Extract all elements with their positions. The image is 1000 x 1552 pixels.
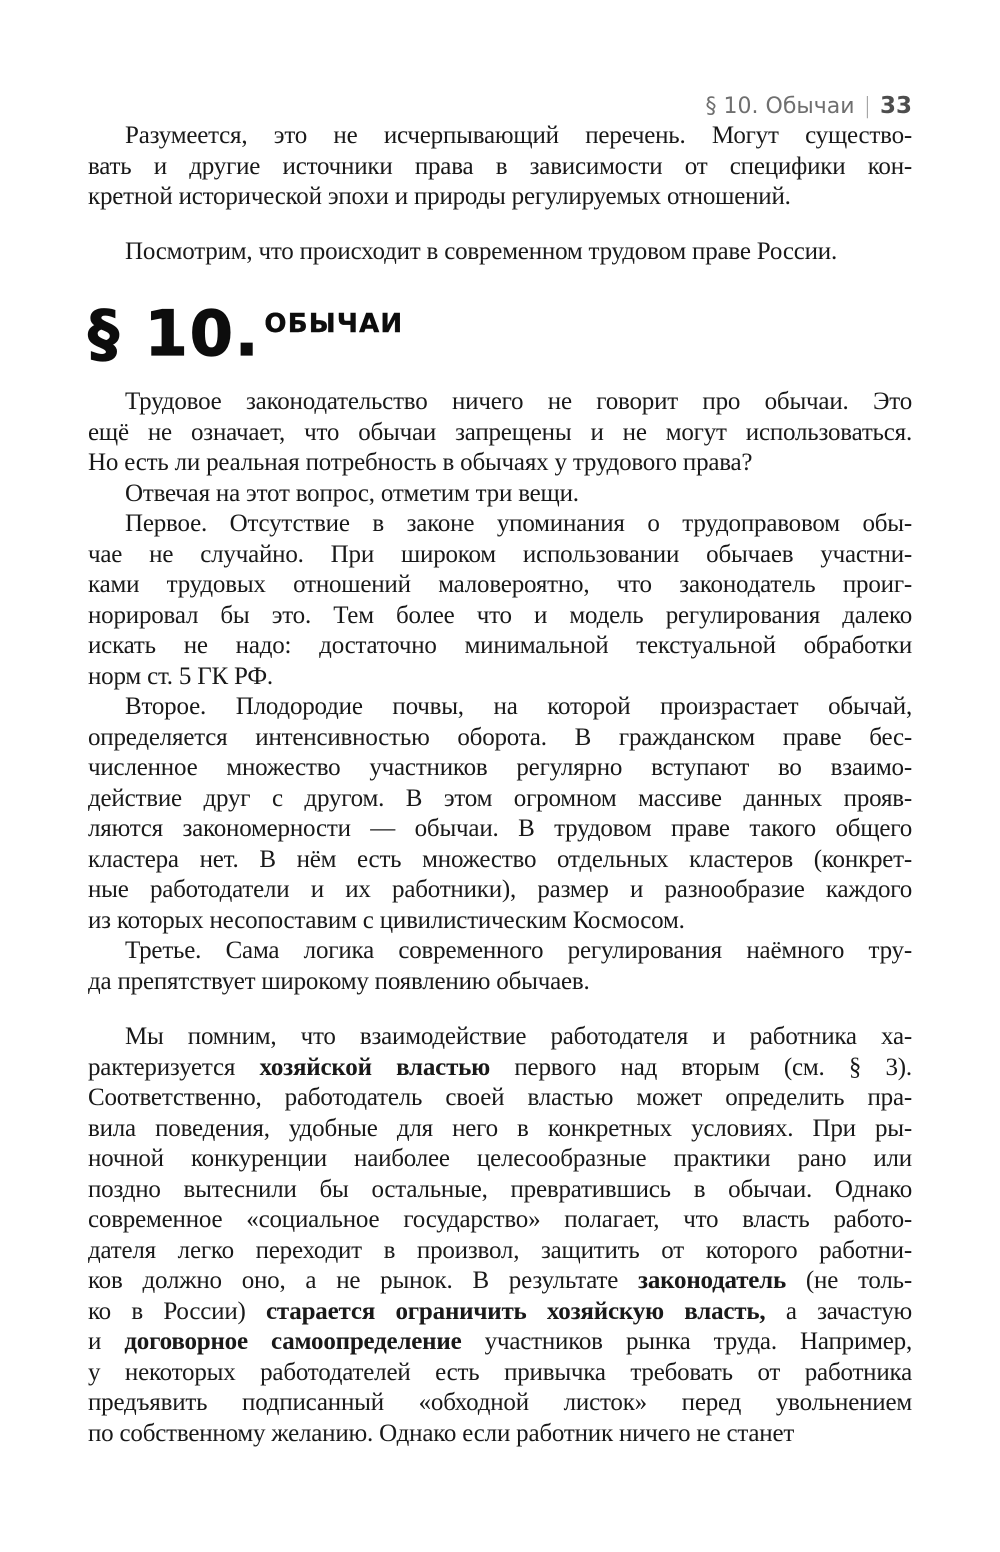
paragraph-p1 bbox=[88, 121, 912, 213]
section-heading bbox=[88, 297, 912, 370]
text-line: и договорное самоопределение участников рынка труда. Например, bbox=[88, 1328, 913, 1355]
text-line: поздно вытеснили бы остальные, превратившись в обычаи. Однако bbox=[88, 1175, 912, 1203]
text-line: кретной исторической эпохи и природы регулируемых отношений. bbox=[88, 183, 791, 210]
paragraph-p2 bbox=[88, 237, 912, 268]
text-line: ками трудовых отношений маловероятно, что законодатель проиг- bbox=[88, 571, 912, 598]
text-line: определяется интенсивностью оборота. В гражданском праве бес- bbox=[88, 723, 912, 751]
text-line: Трудовое законодательство ничего не говорит про обычаи. Это bbox=[125, 388, 912, 415]
paragraph-p5 bbox=[88, 509, 912, 692]
text-line: дателя легко переходит в произвол, защитить от которого работни- bbox=[88, 1236, 912, 1264]
text-line: чае не случайно. При широком использовании обычаев участни- bbox=[88, 540, 912, 568]
section-number: § 10. bbox=[88, 297, 261, 370]
running-header-separator: | bbox=[863, 94, 871, 119]
text-line: Первое. Отсутствие в законе упоминания о трудоправовом обы- bbox=[125, 510, 912, 537]
text-line: Соответственно, работодатель своей властью может определить пра- bbox=[88, 1084, 912, 1111]
section-paragraphs bbox=[88, 387, 912, 1449]
text-line: из которых несопоставим с цивилистическим Космосом. bbox=[88, 906, 685, 934]
text-line: Отвечая на этот вопрос, отметим три вещи. bbox=[125, 479, 579, 507]
text-line: вила поведения, удобные для него в конкретных условиях. При ры- bbox=[88, 1114, 912, 1142]
text-line: вать и другие источники права в зависимости от специфики кон- bbox=[88, 152, 912, 180]
text-line: норм ст. 5 ГК РФ. bbox=[88, 662, 273, 690]
text-line: Мы помним, что взаимодействие работодателя и работника ха- bbox=[125, 1023, 912, 1050]
text-line: Но есть ли реальная потребность в обычаях у трудового права? bbox=[88, 449, 753, 476]
text-line: Посмотрим, что происходит в современном трудовом праве России. bbox=[125, 237, 838, 265]
text-line: ко в России) старается ограничить хозяйскую власть, а зачастую bbox=[88, 1297, 913, 1325]
text-line: ночной конкуренции наиболее целесообразные практики рано или bbox=[88, 1145, 912, 1172]
text-line: по собственному желанию. Однако если работник ничего не станет bbox=[88, 1419, 795, 1447]
text-line: ещё не означает, что обычаи запрещены и не могут использоваться. bbox=[88, 418, 912, 446]
text-line: Второе. Плодородие почвы, на которой произрастает обычай, bbox=[125, 693, 912, 720]
text-line: у некоторых работодателей есть привычка требовать от работника bbox=[88, 1358, 912, 1386]
running-header-section-label: § 10. Обычаи bbox=[705, 94, 855, 119]
text-line: Третье. Сама логика современного регулирования наёмного тру- bbox=[125, 937, 912, 964]
text-line: кластера нет. В нём есть множество отдельных кластеров (конкрет- bbox=[88, 845, 912, 873]
text-line: ные работодатели и их работники), размер и разнообразие каждого bbox=[88, 876, 912, 903]
text-line: норировал бы это. Тем более что и модель регулирования далеко bbox=[88, 601, 912, 629]
paragraph-p4 bbox=[88, 479, 912, 510]
text-line: современное «социальное государство» полагает, что власть работо- bbox=[88, 1206, 912, 1233]
section-title: ОБЫЧАИ bbox=[264, 309, 404, 339]
text-line: рактеризуется хозяйской властью первого над вторым (см. § 3). bbox=[88, 1053, 912, 1081]
text-line: предъявить подписанный «обходной листок» перед увольнением bbox=[88, 1389, 912, 1416]
text-line: ков должно оно, а не рынок. В результате законодатель (не толь- bbox=[88, 1267, 912, 1294]
text-line: ляются закономерности — обычаи. В трудовом праве такого общего bbox=[88, 815, 912, 842]
paragraph-p8 bbox=[88, 1022, 912, 1449]
text-line: действие друг с другом. В этом огромном массиве данных прояв- bbox=[88, 784, 912, 812]
page-number: 33 bbox=[879, 93, 912, 119]
paragraph-p7 bbox=[88, 936, 912, 997]
text-line: искать не надо: достаточно минимальной текстуальной обработки bbox=[88, 632, 912, 659]
text-line: численное множество участников регулярно вступают во взаимо- bbox=[88, 754, 912, 781]
text-line: да препятствует широкому появлению обычаев. bbox=[88, 967, 590, 995]
paragraph-p3 bbox=[88, 387, 912, 479]
running-header bbox=[88, 0, 912, 121]
text-line: Разумеется, это не исчерпывающий перечень. Могут существо- bbox=[125, 122, 912, 149]
paragraph-p6 bbox=[88, 692, 912, 936]
intro-paragraphs bbox=[88, 121, 912, 267]
